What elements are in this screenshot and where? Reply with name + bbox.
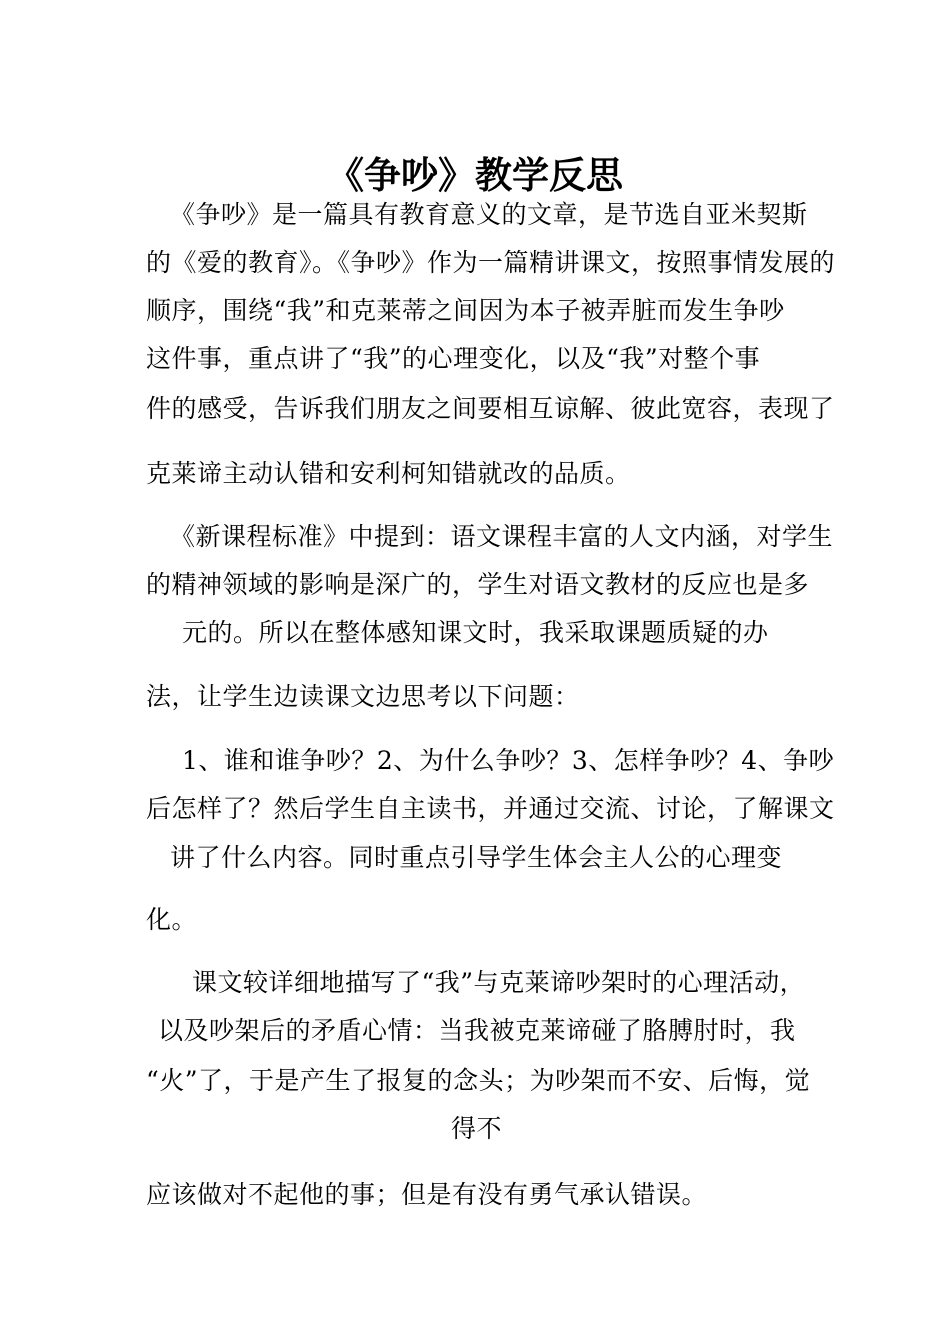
text-line: 顺序，围绕“我”和克莱蒂之间因为本子被弄脏而发生争吵 bbox=[146, 296, 785, 325]
text-line: 件的感受，告诉我们朋友之间要相互谅解、彼此宽容，表现了 bbox=[146, 394, 835, 423]
text-line: 《新课程标准》中提到：语文课程丰富的人文内涵，对学生 bbox=[170, 522, 834, 551]
text-line: 1、谁和谁争吵？2、为什么争吵？3、怎样争吵？4、争吵 bbox=[182, 746, 835, 775]
text-line: 以及吵架后的矛盾心情：当我被克莱谛碰了胳膊肘时，我 bbox=[158, 1016, 796, 1045]
text-line: 这件事，重点讲了“我”的心理变化，以及“我”对整个事 bbox=[146, 344, 761, 373]
text-line: 课文较详细地描写了“我”与克莱谛吵架时的心理活动， bbox=[192, 968, 806, 997]
text-line: 《争吵》是一篇具有教育意义的文章，是节选自亚米契斯 bbox=[170, 200, 808, 229]
text-line: 克莱谛主动认错和安利柯知错就改的品质。 bbox=[146, 459, 631, 488]
text-line: 应该做对不起他的事；但是有没有勇气承认错误。 bbox=[146, 1180, 708, 1209]
text-line: 化。 bbox=[146, 905, 198, 934]
text-line: 得不 bbox=[451, 1114, 503, 1143]
text-line: “火”了，于是产生了报复的念头；为吵架而不安、后悔，觉 bbox=[146, 1066, 811, 1095]
text-line: 讲了什么内容。同时重点引导学生体会主人公的心理变 bbox=[170, 843, 783, 872]
document-title: 《争吵》教学反思 bbox=[327, 153, 623, 197]
text-line: 的《爱的教育》。《争吵》作为一篇精讲课文，按照事情发展的 bbox=[146, 248, 836, 277]
text-line: 的精神领域的影响是深广的，学生对语文教材的反应也是多 bbox=[146, 570, 810, 599]
text-line: 后怎样了？然后学生自主读书，并通过交流、讨论，了解课文 bbox=[146, 794, 835, 823]
text-line: 法，让学生边读课文边思考以下问题： bbox=[146, 682, 580, 711]
text-line: 元的。所以在整体感知课文时，我采取课题质疑的办 bbox=[182, 618, 769, 647]
